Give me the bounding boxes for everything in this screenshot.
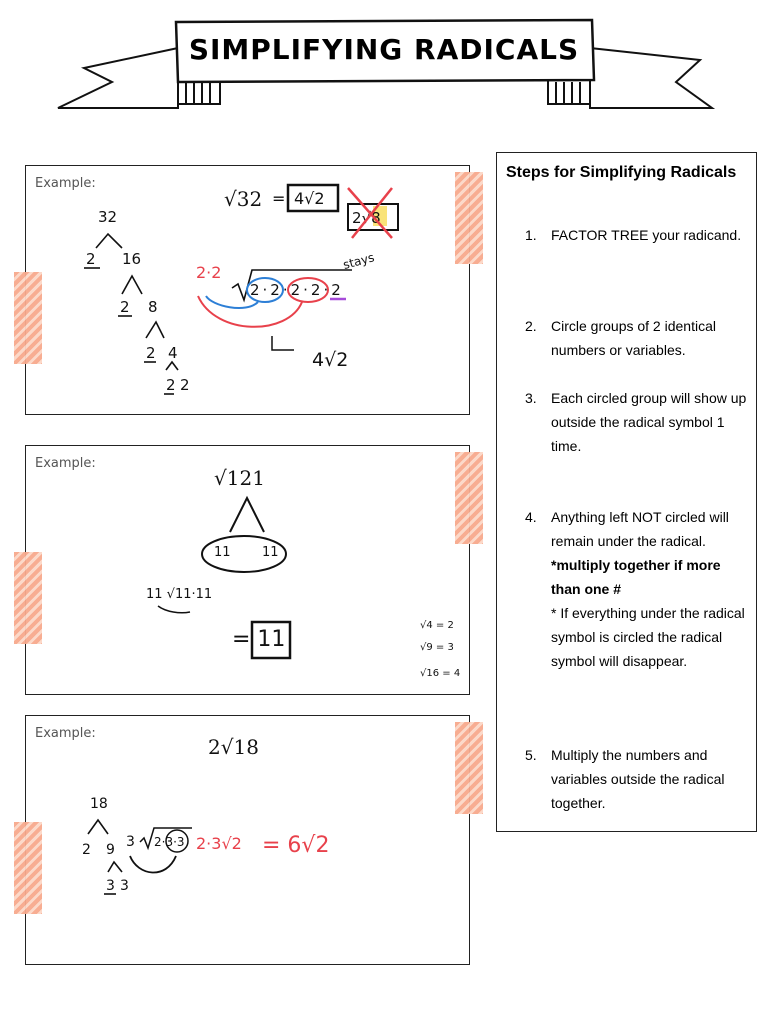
tree-node: 8 (148, 298, 158, 316)
example-label: Example: (35, 726, 96, 741)
crossed-answer: 2√8 (352, 209, 381, 227)
example-label: Example: (35, 176, 96, 191)
step-number: 2. (525, 318, 537, 334)
step-item (505, 223, 750, 273)
tree-node: 2 (146, 344, 156, 362)
side-note: √16 = 4 (420, 668, 461, 679)
step-text: FACTOR TREE your radicand. (551, 227, 742, 243)
side-note: √4 = 2 (420, 620, 454, 631)
problem: √121 (214, 466, 265, 490)
tree-node: 3 (106, 878, 115, 894)
step-number: 3. (525, 390, 537, 406)
outside-factors: 2·2 (196, 263, 222, 282)
answer: = 11 (232, 627, 286, 652)
example-card-2 (25, 445, 470, 695)
step-item (505, 505, 750, 715)
tape-strip (14, 272, 42, 364)
problem: √32 (224, 187, 263, 211)
tree-node: 2 (86, 250, 96, 268)
step-item (505, 314, 750, 364)
example-card-1 (25, 165, 470, 415)
tree-node: 9 (106, 842, 115, 858)
example-card-3 (25, 715, 470, 965)
work-prefix: 3 (126, 834, 135, 850)
tape-strip (14, 822, 42, 914)
step-item (505, 743, 750, 818)
svg-text:=: = (272, 189, 286, 208)
work: 2·3√2 (196, 834, 242, 853)
step-bold-note: *multiply together if more than one # (551, 557, 721, 597)
page-title: SIMPLIFYING RADICALS (188, 32, 580, 66)
step-number: 1. (525, 227, 537, 243)
tree-leaf: 11 (214, 545, 231, 560)
boxed-answer: 4√2 (294, 189, 325, 208)
tree-node: 4 (168, 344, 178, 362)
title-banner (0, 0, 768, 130)
example-3-work (26, 716, 471, 966)
answer: = 6√2 (262, 833, 330, 858)
tree-node: 16 (122, 250, 142, 268)
tree-node: 32 (98, 208, 118, 226)
problem: 2√18 (208, 735, 259, 759)
step-text: Circle groups of 2 identical numbers or variables. (551, 318, 716, 358)
tree-node: 2 (166, 376, 176, 394)
tape-strip (455, 452, 483, 544)
tree-leaf: 11 (262, 545, 279, 560)
step-item (505, 386, 750, 461)
step-number: 4. (525, 509, 537, 525)
example-2-work (26, 446, 471, 696)
tree-node: 2 (180, 376, 190, 394)
tape-strip (455, 722, 483, 814)
side-note: √9 = 3 (420, 642, 454, 653)
result: 4√2 (312, 349, 349, 371)
work: 11 √11·11 (146, 587, 213, 602)
tape-strip (455, 172, 483, 264)
tree-node: 3 (120, 878, 129, 894)
factored-radicand: 2·2·2·2·2 (250, 281, 344, 299)
step-text: Anything left NOT circled will remain under the radical. (551, 509, 729, 549)
stays-note: stays (341, 250, 376, 273)
step-text: Each circled group will show up outside the radical symbol 1 time. (551, 390, 747, 454)
step-note: * If everything under the radical symbol is circled the radical symbol will disappear. (551, 605, 745, 669)
tree-node: 2 (120, 298, 130, 316)
steps-title: Steps for Simplifying Radicals (506, 164, 737, 181)
tape-strip (14, 552, 42, 644)
tree-node: 18 (90, 796, 108, 812)
example-1-work (26, 166, 471, 416)
example-label: Example: (35, 456, 96, 471)
work-radicand: 2·3·3 (154, 835, 185, 849)
step-number: 5. (525, 747, 537, 763)
step-text: Multiply the numbers and variables outside the radical together. (551, 747, 725, 811)
tree-node: 2 (82, 842, 91, 858)
steps-panel (496, 152, 757, 832)
